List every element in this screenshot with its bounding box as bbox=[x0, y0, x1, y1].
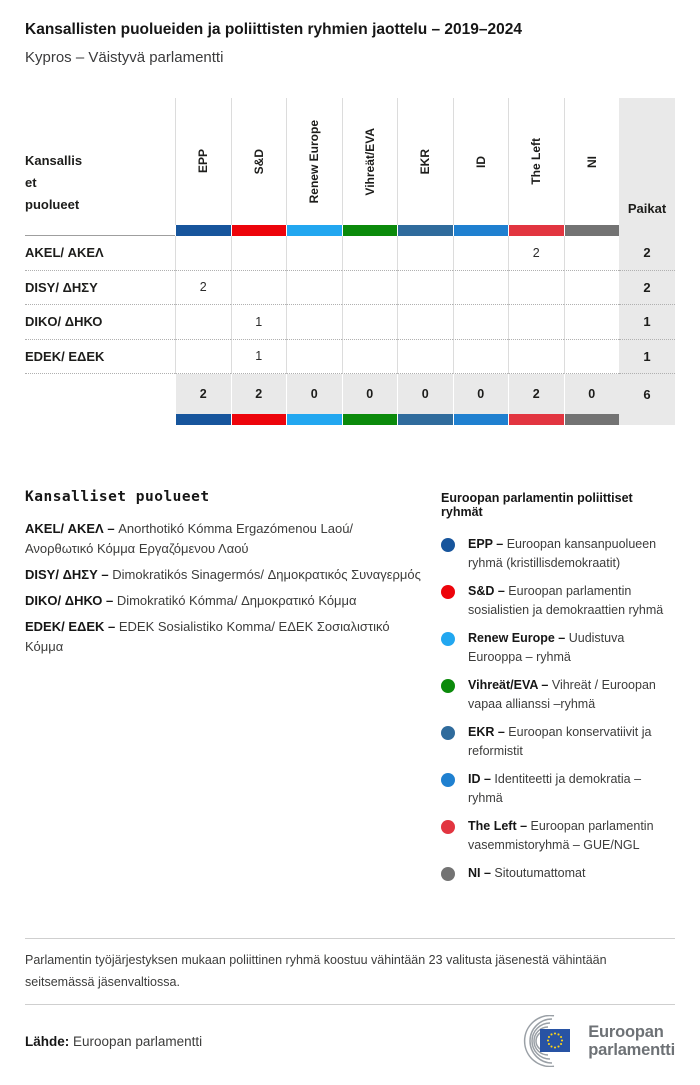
group-legend-item bbox=[441, 535, 675, 573]
seat-cell-epp bbox=[175, 340, 231, 375]
column-header-label: EPP bbox=[196, 149, 211, 174]
renew-bottom-color-bar bbox=[286, 414, 342, 425]
id-bottom-color-bar bbox=[453, 414, 509, 425]
seat-cell-sd bbox=[231, 236, 287, 271]
legend-national-parties bbox=[25, 489, 423, 892]
ekr-color-bar bbox=[397, 225, 453, 236]
seat-cell-id bbox=[453, 305, 509, 340]
group-legend-name: NI – bbox=[468, 866, 491, 880]
seat-cell-ni bbox=[564, 340, 620, 375]
column-header-epp bbox=[175, 98, 231, 225]
column-header-label: NI bbox=[584, 155, 599, 168]
seat-cell-left bbox=[508, 271, 564, 306]
corner-line: et bbox=[25, 175, 37, 190]
column-header-label: ID bbox=[473, 155, 488, 168]
seat-cell-id bbox=[453, 236, 509, 271]
group-color-dot-icon bbox=[441, 820, 455, 834]
legend-political-groups bbox=[441, 489, 675, 892]
party-row-label: AKEL/ ΑΚΕΛ bbox=[25, 236, 175, 271]
seat-cell-ekr bbox=[397, 340, 453, 375]
grand-total-seats: 6 bbox=[619, 374, 675, 414]
seat-cell-renew bbox=[286, 340, 342, 375]
renew-color-bar bbox=[286, 225, 342, 236]
corner-line: puolueet bbox=[25, 197, 80, 212]
column-header-label: Renew Europe bbox=[307, 119, 322, 204]
seat-cell-greens bbox=[342, 236, 398, 271]
group-legend-name: Vihreät/EVA – bbox=[468, 678, 549, 692]
group-color-dot-icon bbox=[441, 632, 455, 646]
seats-header-label: Paikat bbox=[627, 201, 667, 216]
source-value: Euroopan parlamentti bbox=[73, 1033, 203, 1049]
ekr-bottom-color-bar bbox=[397, 414, 453, 425]
group-legend-item bbox=[441, 582, 675, 620]
column-header-id bbox=[453, 98, 509, 225]
group-legend-item bbox=[441, 629, 675, 667]
legend-groups-list bbox=[441, 535, 675, 883]
group-legend-item bbox=[441, 864, 675, 883]
group-color-dot-icon bbox=[441, 538, 455, 552]
column-header-label: The Left bbox=[529, 138, 544, 185]
party-legend-item: AKEL/ ΑΚΕΛ – Anorthotikó Kómma Ergazómenou Laoú/ Ανορθωτικό Κόμμα Εργαζόμενου Λαού bbox=[25, 521, 354, 556]
column-header-label: Vihreät/EVA bbox=[362, 127, 377, 196]
seats-table bbox=[25, 98, 675, 425]
total-renew: 0 bbox=[286, 374, 342, 414]
group-legend-text: Vihreät/EVA – Vihreät / Euroopan vapaa allianssi –ryhmä bbox=[468, 678, 656, 711]
party-legend-name: DISY/ ΔΗΣΥ – bbox=[25, 567, 109, 582]
party-legend-name: AKEL/ ΑΚΕΛ – bbox=[25, 521, 115, 536]
epp-bottom-color-bar bbox=[175, 414, 231, 425]
logo-line1: Euroopan bbox=[588, 1023, 664, 1041]
column-header-greens bbox=[342, 98, 398, 225]
group-legend-text: Renew Europe – Uudistuva Eurooppa – ryhmä bbox=[468, 631, 625, 664]
logo-wordmark bbox=[588, 1023, 675, 1059]
party-total-seats: 2 bbox=[619, 236, 675, 271]
party-row-label: EDEK/ ΕΔΕΚ bbox=[25, 340, 175, 375]
seat-cell-ekr bbox=[397, 305, 453, 340]
group-legend-name: EKR – bbox=[468, 725, 505, 739]
divider-bottom bbox=[25, 1004, 675, 1005]
group-legend-text: ID – Identiteetti ja demokratia –ryhmä bbox=[468, 772, 642, 805]
column-header-left bbox=[508, 98, 564, 225]
group-legend-name: Renew Europe – bbox=[468, 631, 566, 645]
source-label: Lähde: bbox=[25, 1033, 70, 1049]
column-header-label: EKR bbox=[418, 148, 433, 175]
id-color-bar bbox=[453, 225, 509, 236]
total-ni: 0 bbox=[564, 374, 620, 414]
greens-bottom-color-bar bbox=[342, 414, 398, 425]
group-legend-text: S&D – Euroopan parlamentin sosialistien ja demokraattien ryhmä bbox=[468, 584, 664, 617]
seat-cell-sd bbox=[231, 271, 287, 306]
seat-cell-epp bbox=[175, 236, 231, 271]
seat-cell-id bbox=[453, 271, 509, 306]
seats-column-bar-spacer bbox=[619, 225, 675, 236]
sd-color-bar bbox=[231, 225, 287, 236]
seat-cell-ekr bbox=[397, 236, 453, 271]
total-sd: 2 bbox=[231, 374, 287, 414]
seat-cell-greens bbox=[342, 271, 398, 306]
bottom-bar-spacer bbox=[25, 414, 175, 425]
legend-parties-heading: Kansalliset puolueet bbox=[25, 489, 210, 505]
seat-cell-greens bbox=[342, 340, 398, 375]
ni-color-bar bbox=[564, 225, 620, 236]
group-legend-text: NI – Sitoutumattomat bbox=[468, 866, 586, 880]
seat-cell-left bbox=[508, 305, 564, 340]
group-color-dot-icon bbox=[441, 585, 455, 599]
total-left: 2 bbox=[508, 374, 564, 414]
group-legend-item bbox=[441, 770, 675, 808]
logo-line2: parlamentti bbox=[588, 1041, 675, 1059]
party-total-seats: 2 bbox=[619, 271, 675, 306]
party-total-seats: 1 bbox=[619, 340, 675, 375]
seats-column-header bbox=[619, 98, 675, 225]
seat-cell-ni bbox=[564, 305, 620, 340]
group-legend-text: EPP – Euroopan kansanpuolueen ryhmä (kristillisdemokraatit) bbox=[468, 537, 657, 570]
total-ekr: 0 bbox=[397, 374, 453, 414]
header-rule bbox=[25, 225, 175, 236]
epp-color-bar bbox=[175, 225, 231, 236]
total-greens: 0 bbox=[342, 374, 398, 414]
seat-cell-sd: 1 bbox=[231, 305, 287, 340]
group-color-dot-icon bbox=[441, 867, 455, 881]
seat-cell-renew bbox=[286, 305, 342, 340]
party-legend-name: EDEK/ ΕΔΕΚ – bbox=[25, 619, 116, 634]
ni-bottom-color-bar bbox=[564, 414, 620, 425]
seat-cell-sd: 1 bbox=[231, 340, 287, 375]
page-subtitle: Kypros – Väistyvä parlamentti bbox=[25, 49, 224, 66]
group-legend-text: EKR – Euroopan konservatiivit ja reformistit bbox=[468, 725, 652, 758]
seat-cell-epp: 2 bbox=[175, 271, 231, 306]
group-legend-name: ID – bbox=[468, 772, 491, 786]
group-legend-item bbox=[441, 723, 675, 761]
group-color-dot-icon bbox=[441, 726, 455, 740]
content bbox=[0, 21, 700, 1085]
seat-cell-greens bbox=[342, 305, 398, 340]
footnote-text: Parlamentin työjärjestyksen mukaan poliittinen ryhmä koostuu vähintään 23 valitusta jäsenestä vähintään seitsemässä jäsenvaltiossa. bbox=[25, 953, 607, 989]
group-legend-item bbox=[441, 817, 675, 855]
seat-cell-id bbox=[453, 340, 509, 375]
party-row-label: DISY/ ΔΗΣΥ bbox=[25, 271, 175, 306]
party-legend-item: DIKO/ ΔΗΚΟ – Dimokratikó Kómma/ Δημοκρατικό Κόμμα bbox=[25, 593, 357, 608]
legend-groups-heading: Euroopan parlamentin poliittiset ryhmät bbox=[441, 491, 633, 519]
source-text bbox=[25, 1034, 202, 1049]
left-bottom-color-bar bbox=[508, 414, 564, 425]
party-legend-item: DISY/ ΔΗΣΥ – Dimokratikós Sinagermós/ Δημοκρατικός Συναγερμός bbox=[25, 567, 421, 582]
column-header-label: S&D bbox=[251, 148, 266, 175]
group-legend-name: The Left – bbox=[468, 819, 528, 833]
seat-cell-epp bbox=[175, 305, 231, 340]
column-header-ni bbox=[564, 98, 620, 225]
seat-cell-renew bbox=[286, 271, 342, 306]
source-row bbox=[25, 1015, 675, 1085]
left-color-bar bbox=[508, 225, 564, 236]
group-legend-name: EPP – bbox=[468, 537, 504, 551]
party-legend-name: DIKO/ ΔΗΚΟ – bbox=[25, 593, 114, 608]
european-parliament-logo bbox=[498, 1015, 675, 1067]
sd-bottom-color-bar bbox=[231, 414, 287, 425]
corner-line: Kansallis bbox=[25, 153, 83, 168]
group-legend-item bbox=[441, 676, 675, 714]
total-id: 0 bbox=[453, 374, 509, 414]
seat-cell-ni bbox=[564, 236, 620, 271]
legend-parties-list bbox=[25, 519, 423, 657]
greens-color-bar bbox=[342, 225, 398, 236]
seats-column-bottom-spacer bbox=[619, 414, 675, 425]
ep-hemicycle-logo-icon bbox=[498, 1015, 580, 1067]
group-legend-name: S&D – bbox=[468, 584, 505, 598]
seat-cell-ni bbox=[564, 271, 620, 306]
seat-cell-left bbox=[508, 340, 564, 375]
party-legend-item: EDEK/ ΕΔΕΚ – EDEK Sosialistiko Komma/ ΕΔΕΚ Σοσιαλιστικό Κόμμα bbox=[25, 619, 390, 654]
legends bbox=[25, 489, 675, 892]
group-color-dot-icon bbox=[441, 773, 455, 787]
group-legend-text: The Left – Euroopan parlamentin vasemmistoryhmä – GUE/NGL bbox=[468, 819, 654, 852]
seat-cell-renew bbox=[286, 236, 342, 271]
page-title: Kansallisten puolueiden ja poliittisten ryhmien jaottelu – 2019–2024 bbox=[25, 21, 523, 38]
column-header-sd bbox=[231, 98, 287, 225]
infographic-page bbox=[0, 21, 700, 1085]
column-header-ekr bbox=[397, 98, 453, 225]
table-corner-label bbox=[25, 98, 175, 225]
party-row-label: DIKO/ ΔΗΚΟ bbox=[25, 305, 175, 340]
seat-cell-ekr bbox=[397, 271, 453, 306]
group-color-dot-icon bbox=[441, 679, 455, 693]
totals-row-spacer bbox=[25, 374, 175, 414]
party-total-seats: 1 bbox=[619, 305, 675, 340]
total-epp: 2 bbox=[175, 374, 231, 414]
column-header-renew bbox=[286, 98, 342, 225]
seat-cell-left: 2 bbox=[508, 236, 564, 271]
